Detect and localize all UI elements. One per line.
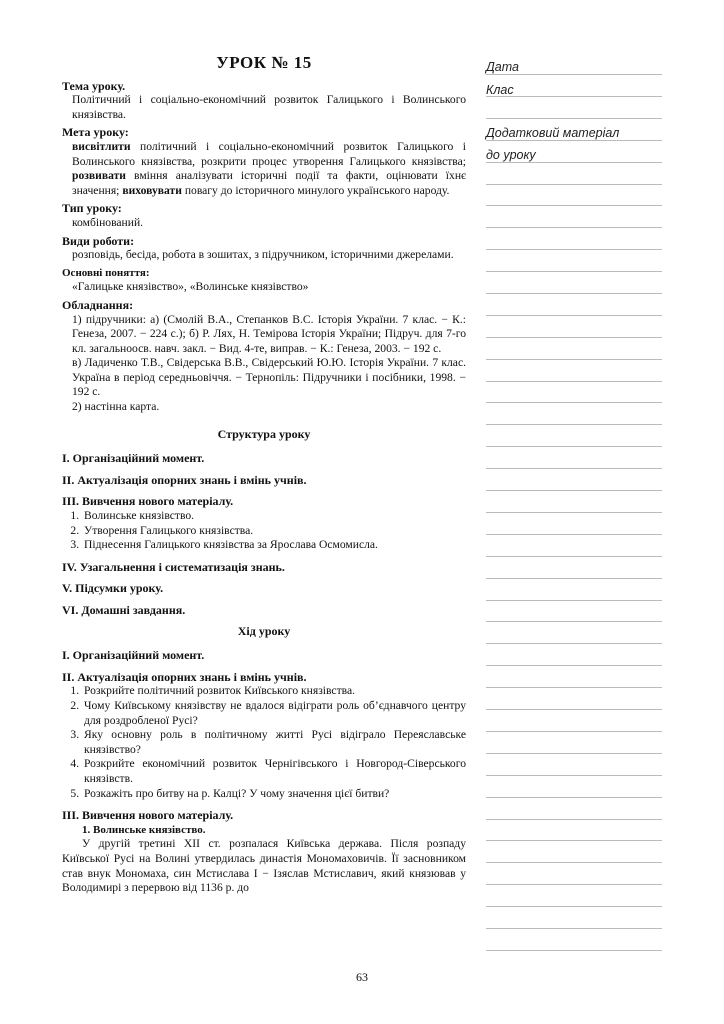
note-line bbox=[486, 709, 662, 710]
note-line bbox=[486, 184, 662, 185]
concepts-text: «Галицьке князівство», «Волинське князівство» bbox=[72, 280, 309, 294]
note-line bbox=[486, 600, 662, 601]
structure-section-6: VI. Домашні завдання. bbox=[62, 603, 186, 617]
note-line bbox=[486, 337, 662, 338]
extra-material-label-2: до уроку bbox=[486, 148, 536, 162]
structure-section-2: ІІ. Актуалізація опорних знань і вмінь учнів. bbox=[62, 472, 307, 487]
equipment-text-1: 1) підручники: а) (Смолій В.А., Степанков В.С. Історія України. 7 клас. − К.: Генеза, 2007. − 224 с.); б) Р. Лях, Н. Темірова Історія України; Підруч. для 7-го кл. загальноосв. навч. закл. − Вид. 4-те, виправ. − К.: Генеза, 2003. − 192 с. bbox=[72, 312, 466, 355]
goal-text-1: політичний і соціально-економічний розвиток Галицького і Волинського князівства, розкрити процес утворення Галицького князівства; bbox=[72, 139, 466, 168]
goal-text-2: вміння аналізувати історичні події та факти, оцінювати їхнє значення; bbox=[72, 169, 466, 197]
note-line bbox=[486, 797, 662, 798]
list-item: 3. Яку основну роль в політичному житті Русі відіграло Переяславське князівство? bbox=[82, 728, 466, 757]
note-line bbox=[486, 359, 662, 360]
note-line bbox=[486, 884, 662, 885]
work-types-label: Види роботи: bbox=[62, 233, 135, 248]
note-line bbox=[486, 928, 662, 929]
note-line bbox=[486, 840, 662, 841]
note-line bbox=[486, 906, 662, 907]
goal-verb-1: висвітлити bbox=[72, 139, 131, 153]
note-line bbox=[486, 862, 662, 863]
note-line bbox=[486, 402, 662, 403]
note-line bbox=[486, 162, 662, 163]
goal-verb-3: виховувати bbox=[122, 183, 182, 197]
goal-text-3: повагу до історичного минулого українського народу. bbox=[181, 183, 450, 197]
list-item: 4. Розкрийте економічний розвиток Чернігівського і Новгород-Сіверського князівств. bbox=[82, 757, 466, 786]
note-line bbox=[486, 534, 662, 535]
list-item: 2. Утворення Галицького князівства. bbox=[82, 524, 466, 539]
note-line bbox=[486, 118, 662, 119]
list-item: 1. Розкрийте політичний розвиток Київського князівства. bbox=[82, 684, 466, 699]
note-line bbox=[486, 227, 662, 228]
note-line bbox=[486, 140, 662, 141]
note-line bbox=[486, 249, 662, 250]
note-line bbox=[486, 775, 662, 776]
work-types-text: розповідь, бесіда, робота в зошитах, з підручником, історичними джерелами. bbox=[72, 248, 454, 262]
structure-section-1: І. Організаційний момент. bbox=[62, 451, 205, 466]
note-line bbox=[486, 665, 662, 666]
equipment-text-2: в) Ладиченко Т.В., Свідерська В.В., Свідерський Ю.Ю. Історія України. 7 клас. Україна в період середньовіччя. − Тернопіль: Підручники і посібники, 1998. − 192 с. bbox=[72, 356, 466, 399]
list-item: 1. Волинське князівство. bbox=[82, 509, 466, 524]
note-line bbox=[486, 753, 662, 754]
note-line bbox=[486, 315, 662, 316]
list-item: 2. Чому Київському князівству не вдалося відіграти роль об’єднавчого центру для роздробленої Русі? bbox=[82, 699, 466, 728]
course-heading: Хід уроку bbox=[237, 623, 291, 638]
note-line bbox=[486, 556, 662, 557]
note-line bbox=[486, 950, 662, 951]
note-line bbox=[486, 381, 662, 382]
note-line bbox=[486, 578, 662, 579]
list-item: 3. Піднесення Галицького князівства за Ярослава Осмомисла. bbox=[82, 538, 466, 553]
note-line bbox=[486, 819, 662, 820]
note-line bbox=[486, 424, 662, 425]
note-line bbox=[486, 490, 662, 491]
lesson-title: УРОК № 15 bbox=[216, 53, 312, 72]
page-number: 63 bbox=[356, 970, 368, 984]
structure-section-4: IV. Узагальнення і систематизація знань. bbox=[62, 559, 285, 574]
note-line bbox=[486, 731, 662, 732]
structure-section-3-list bbox=[62, 509, 466, 553]
lesson-plan bbox=[62, 53, 466, 896]
lesson-type-text: комбінований. bbox=[72, 215, 144, 229]
equipment-text-3: 2) настінна карта. bbox=[72, 400, 160, 414]
extra-material-label: Додатковий матеріал bbox=[486, 126, 620, 140]
note-line bbox=[486, 205, 662, 206]
note-line bbox=[486, 687, 662, 688]
structure-section-3: ІІІ. Вивчення нового матеріалу. bbox=[62, 494, 234, 509]
goal-text bbox=[72, 140, 466, 198]
structure-section-5: V. Підсумки уроку. bbox=[62, 581, 164, 596]
course-section-1: І. Організаційний момент. bbox=[62, 648, 205, 663]
goal-label: Мета уроку: bbox=[62, 125, 129, 140]
equipment-label: Обладнання: bbox=[62, 297, 134, 312]
course-section-2-list bbox=[62, 684, 466, 801]
note-line bbox=[486, 643, 662, 644]
course-section-2: ІІ. Актуалізація опорних знань і вмінь учнів. bbox=[62, 669, 307, 684]
note-line bbox=[486, 271, 662, 272]
date-label: Дата bbox=[486, 60, 519, 74]
topic-label: Тема уроку. bbox=[62, 78, 126, 93]
topic-text: Політичний і соціально-економічний розвиток Галицького і Волинського князівства. bbox=[72, 93, 466, 121]
note-line bbox=[486, 293, 662, 294]
course-subsection-heading: 1. Волинське князівство. bbox=[82, 823, 206, 836]
note-line bbox=[486, 468, 662, 469]
note-line bbox=[486, 446, 662, 447]
course-section-3: ІІІ. Вивчення нового матеріалу. bbox=[62, 808, 234, 823]
lesson-type-label: Тип уроку: bbox=[62, 201, 122, 216]
note-line bbox=[486, 74, 662, 75]
goal-verb-2: розвивати bbox=[72, 169, 126, 183]
class-label: Клас bbox=[486, 83, 514, 97]
note-line bbox=[486, 621, 662, 622]
concepts-label: Основні поняття: bbox=[62, 266, 150, 279]
course-paragraph: У другій третині ХІІ ст. розпалася Київська держава. Після розпаду Київської Русі на Волині утвердилась династія Мономаховичів. Її засновником став внук Мономаха, син Мстислава І − Ізяслав Мстиславич, який князював у Володимирі з перервою від 1136 р. до bbox=[62, 837, 466, 895]
note-line bbox=[486, 512, 662, 513]
list-item: 5. Розкажіть про битву на р. Калці? У чому значення цієї битви? bbox=[82, 787, 466, 802]
structure-heading: Структура уроку bbox=[217, 426, 311, 441]
note-line bbox=[486, 96, 662, 97]
